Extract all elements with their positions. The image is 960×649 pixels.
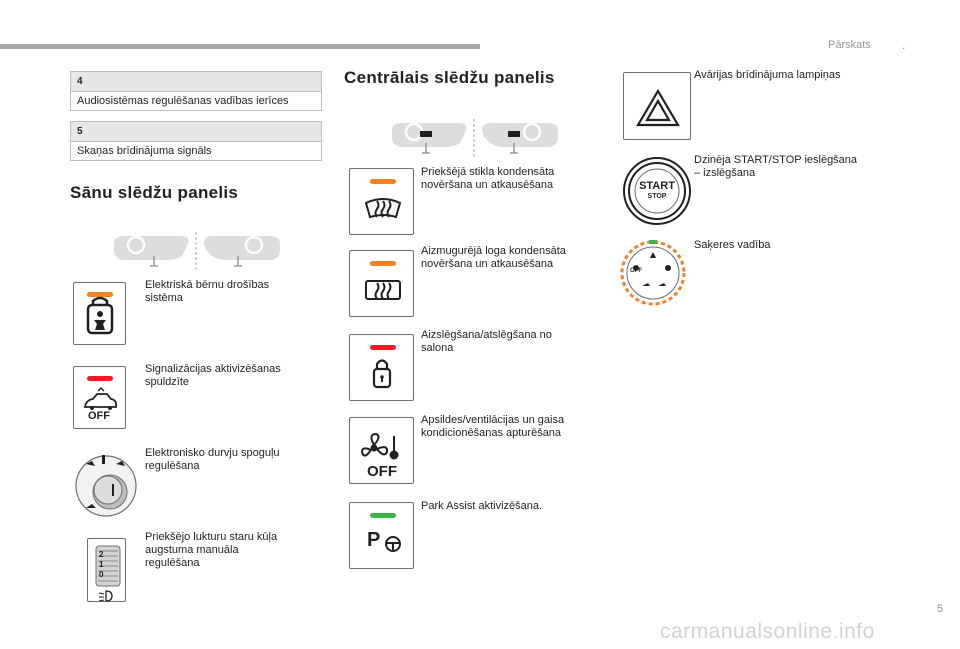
grip-off-text: OFF: [630, 268, 642, 274]
headlamp-wheel-icon: [99, 591, 112, 601]
stop-text: STOP: [647, 193, 667, 200]
central-lock-label: Aizslēgšana/atslēgšana no salona: [421, 329, 552, 354]
rear-defrost-label: Aizmugurējā loga kondensāta novēršana un atkausēšana: [421, 245, 566, 270]
legend-box-5: [70, 121, 322, 161]
climate-off-text: OFF: [367, 463, 397, 480]
header-bar: [0, 44, 480, 49]
headlamp-label: Priekšējo lukturu staru kūļa augstuma manuāla regulēšana: [145, 531, 278, 569]
front-defrost-icon: [366, 199, 400, 217]
alarm-button[interactable]: [73, 366, 126, 429]
start-text: START: [639, 180, 675, 192]
fan-off-icon: [362, 434, 398, 459]
alarm-off-icon: [85, 388, 116, 410]
alarm-off-text: OFF: [88, 410, 110, 422]
legend-box-number: 4: [71, 72, 321, 92]
central-lock-button[interactable]: [349, 334, 414, 401]
rear-defrost-button[interactable]: [349, 250, 414, 317]
hazard-button[interactable]: [623, 72, 691, 140]
side-dashboard-diagram: [112, 230, 282, 272]
status-led: [370, 261, 396, 266]
mirror-knob-control[interactable]: [72, 450, 140, 518]
wheel-marking-0: 0: [99, 570, 104, 579]
watermark: carmanualsonline.info: [660, 620, 875, 643]
status-led: [370, 513, 396, 518]
rear-defrost-icon: [366, 281, 400, 299]
side-panel-title: Sānu slēdžu panelis: [70, 183, 239, 202]
legend-box-4: [70, 71, 322, 111]
legend-box-text: Skaņas brīdinājuma signāls: [77, 145, 212, 157]
wheel-marking-2: 2: [99, 550, 104, 559]
section-title: Pārskats: [828, 39, 871, 51]
start-stop-label: Dzinēja START/STOP ieslēgšana – izslēgšana: [694, 154, 858, 179]
hazard-icon: [638, 91, 678, 125]
front-defrost-label: Priekšējā stikla kondensāta novēršana un atkausēšana: [421, 166, 555, 191]
wheel-marking-1: 1: [99, 560, 104, 569]
child-lock-button[interactable]: [73, 282, 126, 345]
central-panel-title: Centrālais slēdžu panelis: [344, 68, 555, 87]
child-lock-label: Elektriskā bērnu drošības sistēma: [145, 279, 270, 304]
legend-box-text: Audiosistēmas regulēšanas vadības ierīces: [77, 95, 289, 107]
status-led: [87, 292, 113, 297]
section-mark: .: [902, 38, 906, 52]
status-led: [370, 179, 396, 184]
legend-box-number: 5: [71, 122, 321, 142]
mirror-label: Elektronisko durvju spoguļu regulēšana: [145, 447, 280, 472]
alarm-label: Signalizācijas aktivizēšanas spuldzīte: [145, 363, 281, 388]
park-assist-button[interactable]: [349, 502, 414, 569]
headlamp-wheel-control[interactable]: [87, 538, 126, 602]
climate-off-label: Apsildes/ventilācijas un gaisa kondicionēšanas apturēšana: [421, 414, 565, 439]
grip-control-label: Saķeres vadība: [694, 239, 771, 251]
hazard-label: Avārijas brīdinājuma lampiņas: [694, 69, 841, 81]
lock-icon: [374, 361, 390, 388]
park-assist-label: Park Assist aktivizēšana.: [421, 500, 543, 512]
climate-off-button[interactable]: [349, 417, 414, 484]
park-assist-text: P: [367, 529, 381, 551]
child-lock-icon: [88, 298, 112, 333]
front-defrost-button[interactable]: [349, 168, 414, 235]
page-number: 5: [937, 603, 944, 615]
status-led: [87, 376, 113, 381]
status-led: [370, 345, 396, 350]
central-dashboard-diagram: [390, 117, 560, 159]
park-assist-icon: [386, 537, 400, 551]
